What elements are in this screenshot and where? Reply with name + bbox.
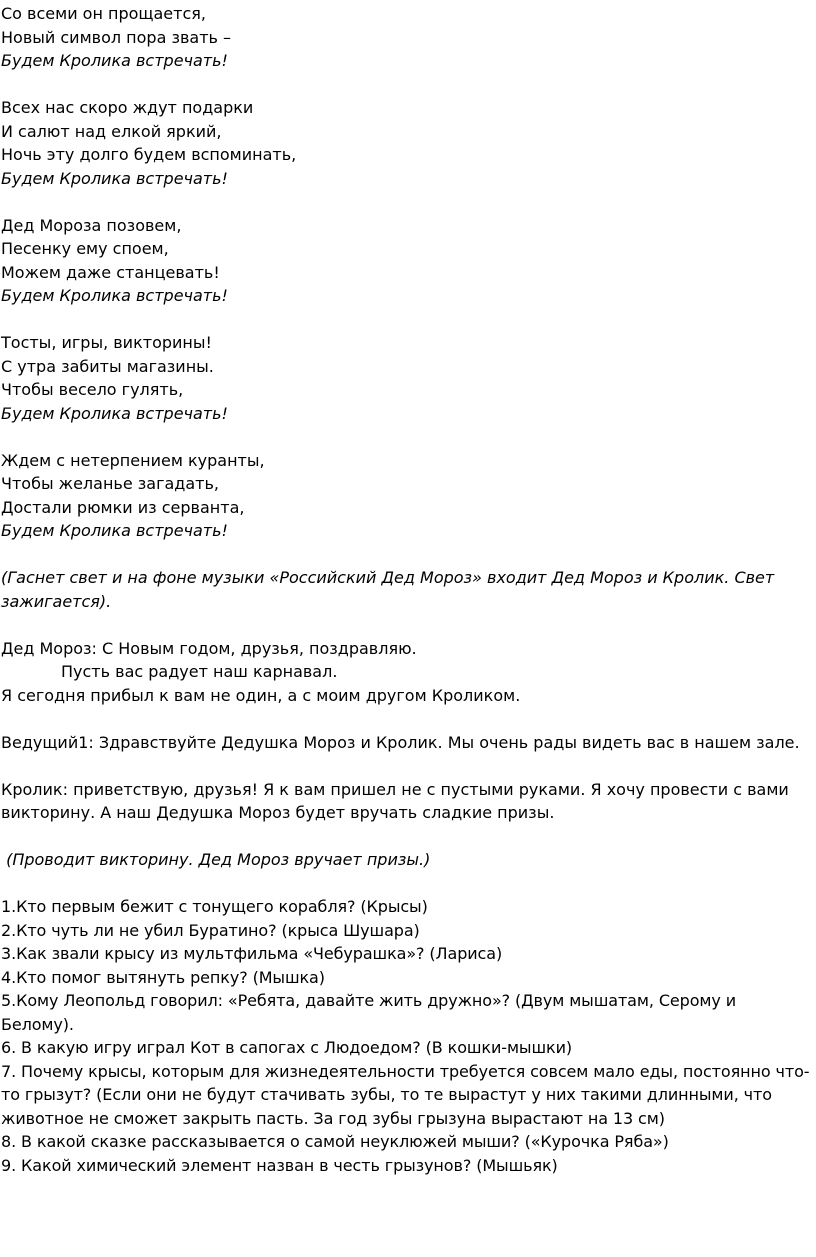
verse-2 — [1, 96, 816, 190]
verse-refrain: Будем Кролика встречать! — [1, 168, 228, 188]
verse-3 — [1, 214, 816, 308]
ded-moroz-speech — [1, 637, 816, 708]
quiz-question: 1.Кто первым бежит с тонущего корабля? (Крысы) — [1, 897, 428, 916]
quiz-question: 3.Как звали крысу из мультфильма «Чебурашка»? (Лариса) — [1, 944, 503, 963]
veduschiy-speech: Ведущий1: Здравствуйте Дедушка Мороз и Кролик. Мы очень рады видеть вас в нашем зале. — [1, 732, 800, 752]
quiz-question: 8. В какой сказке рассказывается о самой неуклюжей мыши? («Курочка Ряба») — [1, 1132, 669, 1151]
verse-refrain: Будем Кролика встречать! — [1, 286, 228, 305]
quiz-direction: (Проводит викторину. Дед Мороз вручает призы.) — [1, 850, 431, 869]
speech-line: Дед Мороз: С Новым годом, друзья, поздравляю. — [1, 638, 417, 658]
verse-line: Ждем с нетерпением куранты, — [1, 450, 265, 470]
quiz-question: 7. Почему крысы, которым для жизнедеятельности требуется совсем мало еды, постоянно что-то грызут? (Если они не будут стачивать зубы, то те вырастут у них такими длинными, что животное не сможет закрыть пасть. За год зубы грызуна вырастают на 13 см) — [1, 1061, 810, 1128]
verse-line: Чтобы желанье загадать, — [1, 474, 219, 493]
verse-line: Всех нас скоро ждут подарки — [1, 98, 254, 117]
verse-line: Чтобы весело гулять, — [1, 380, 184, 399]
verse-line: Ночь эту долго будем вспоминать, — [1, 145, 297, 164]
verse-line: С утра забиты магазины. — [1, 356, 214, 376]
krolik-speech: Кролик: приветствую, друзья! Я к вам пришел не с пустыми руками. Я хочу провести с вами викторину. А наш Дедушка Мороз будет вручать сладкие призы. — [1, 779, 789, 822]
verse-line: Тосты, игры, викторины! — [1, 333, 212, 352]
quiz-question: 2.Кто чуть ли не убил Буратино? (крыса Шушара) — [1, 920, 420, 940]
quiz-question: 9. Какой химический элемент назван в честь грызунов? (Мышьяк) — [1, 1155, 558, 1175]
speech-line: Я сегодня прибыл к вам не один, а с моим другом Кроликом. — [1, 685, 521, 705]
verse-line: Достали рюмки из серванта, — [1, 497, 245, 517]
verse-line: Дед Мороза позовем, — [1, 215, 182, 235]
stage-direction: (Гаснет свет и на фоне музыки «Российский Дед Мороз» входит Дед Мороз и Кролик. Свет зажигается). — [1, 568, 775, 611]
verse-refrain: Будем Кролика встречать! — [1, 403, 228, 423]
quiz-question: 5.Кому Леопольд говорил: «Ребята, давайте жить дружно»? (Двум мышатам, Серому и Белому). — [1, 991, 737, 1034]
quiz-questions — [1, 895, 816, 1177]
verse-line: Новый символ пора звать – — [1, 27, 232, 47]
verse-1 — [1, 2, 816, 73]
quiz-question: 4.Кто помог вытянуть репку? (Мышка) — [1, 967, 325, 987]
speech-line: Пусть вас радует наш карнавал. — [61, 662, 338, 681]
verse-refrain: Будем Кролика встречать! — [1, 521, 228, 540]
verse-refrain: Будем Кролика встречать! — [1, 51, 228, 70]
verse-4 — [1, 331, 816, 425]
verse-line: Песенку ему споем, — [1, 239, 169, 258]
verse-line: И салют над елкой яркий, — [1, 121, 222, 141]
verse-line: Со всеми он прощается, — [1, 4, 206, 23]
verse-line: Можем даже станцевать! — [1, 262, 220, 282]
quiz-question: 6. В какую игру играл Кот в сапогах с Людоедом? (В кошки-мышки) — [1, 1038, 573, 1057]
verse-5 — [1, 449, 816, 543]
